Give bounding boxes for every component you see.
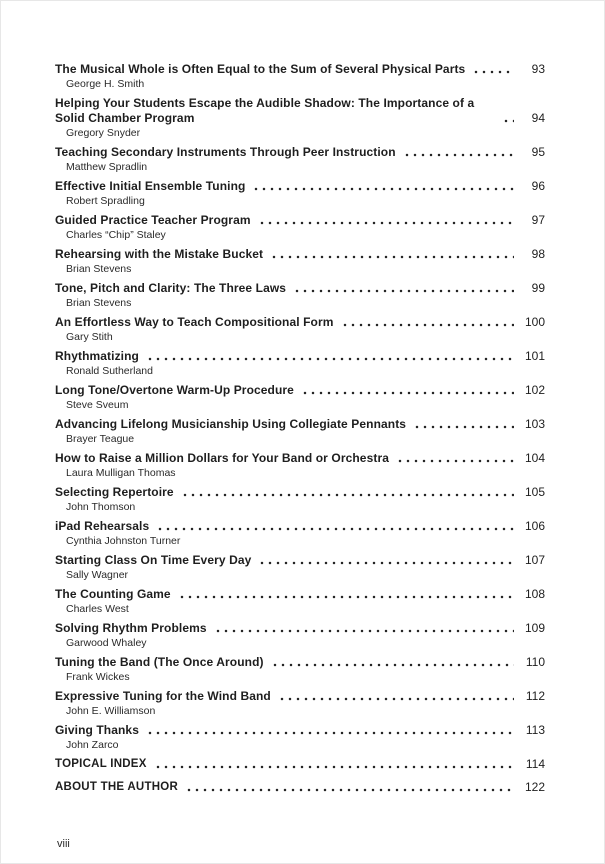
dot-leader xyxy=(258,221,514,225)
toc-entry-author: Garwood Whaley xyxy=(66,637,147,649)
dot-leader xyxy=(472,70,514,74)
toc-entry-page-number: 112 xyxy=(525,689,545,703)
toc-entry-page-number: 95 xyxy=(531,145,545,159)
toc-entry-line xyxy=(55,780,545,795)
toc-entry-line xyxy=(55,179,545,194)
toc-entry-title: Long Tone/Overtone Warm-Up Procedure xyxy=(55,383,294,397)
toc-entry-title: Giving Thanks xyxy=(55,723,139,737)
toc-entry-page-number: 109 xyxy=(524,621,545,635)
toc-entry-page-number: 102 xyxy=(524,383,545,397)
toc-entry-page-number: 94 xyxy=(531,111,545,125)
toc-entry xyxy=(55,145,545,173)
toc-entry-page-number: 122 xyxy=(524,780,545,794)
dot-leader xyxy=(278,697,514,701)
toc-entry-line xyxy=(55,519,545,534)
toc-entry xyxy=(55,553,545,581)
toc-entry-page-number: 107 xyxy=(524,553,545,567)
dot-leader xyxy=(341,323,514,327)
page-footer-number: viii xyxy=(57,838,70,850)
toc-entry-title: The Counting Game xyxy=(55,587,171,601)
toc-entry-page-number: 101 xyxy=(524,349,545,363)
toc-entry-line xyxy=(55,281,545,296)
toc-entry-title: Expressive Tuning for the Wind Band xyxy=(55,689,271,703)
toc-entry-title: The Musical Whole is Often Equal to the Sum of Several Physical Parts xyxy=(55,62,466,76)
toc-entry-title: Rhythmatizing xyxy=(55,349,139,363)
toc-entry-line xyxy=(55,62,545,77)
toc-entry-author: Sally Wagner xyxy=(66,569,129,581)
toc-entry-author: Cynthia Johnston Turner xyxy=(66,535,181,547)
toc-list xyxy=(55,62,545,795)
toc-entry xyxy=(55,213,545,241)
dot-leader xyxy=(413,425,514,429)
toc-entry xyxy=(55,247,545,275)
toc-entry-title: Helping Your Students Escape the Audible Shadow: The Importance of a Solid Chamber Program xyxy=(55,96,475,125)
toc-entry-author: Gregory Snyder xyxy=(66,127,141,139)
toc-entry-line xyxy=(55,96,545,126)
toc-entry xyxy=(55,655,545,683)
toc-entry-author: John E. Williamson xyxy=(66,705,156,717)
dot-leader xyxy=(178,595,514,599)
toc-entry-page-number: 97 xyxy=(531,213,545,227)
toc-entry xyxy=(55,62,545,90)
toc-entry-author: Brayer Teague xyxy=(66,433,135,445)
toc-entry-line xyxy=(55,587,545,602)
toc-entry-page-number: 100 xyxy=(524,315,545,329)
toc-entry-page-number: 105 xyxy=(524,485,545,499)
toc-entry-author: John Zarco xyxy=(66,739,119,751)
toc-entry-page-number: 96 xyxy=(531,179,545,193)
toc-entry-line xyxy=(55,621,545,636)
toc-entry-title: Rehearsing with the Mistake Bucket xyxy=(55,247,264,261)
toc-entry-author: George H. Smith xyxy=(66,78,145,90)
toc-entry-title: Solving Rhythm Problems xyxy=(55,621,207,635)
toc-entry-page-number: 98 xyxy=(531,247,545,261)
dot-leader xyxy=(214,629,514,633)
toc-entry-title: Guided Practice Teacher Program xyxy=(55,213,251,227)
toc-entry-author: Charles “Chip” Staley xyxy=(66,229,166,241)
toc-entry xyxy=(55,451,545,479)
toc-entry-line xyxy=(55,655,545,670)
toc-entry-line xyxy=(55,553,545,568)
dot-leader xyxy=(252,187,514,191)
toc-entry-line xyxy=(55,247,545,262)
dot-leader xyxy=(181,493,514,497)
toc-entry xyxy=(55,383,545,411)
toc-entry-author: Gary Stith xyxy=(66,331,113,343)
toc-entry-line xyxy=(55,723,545,738)
dot-leader xyxy=(396,459,514,463)
toc-entry-title: Selecting Repertoire xyxy=(55,485,174,499)
dot-leader xyxy=(293,289,514,293)
toc-entry-page-number: 114 xyxy=(525,757,545,771)
toc-entry-author: Charles West xyxy=(66,603,129,615)
toc-entry-page-number: 106 xyxy=(524,519,545,533)
toc-entry-title: TOPICAL INDEX xyxy=(55,758,147,770)
toc-entry xyxy=(55,417,545,445)
dot-leader xyxy=(502,119,514,123)
toc-entry-line xyxy=(55,689,545,704)
toc-entry xyxy=(55,349,545,377)
dot-leader xyxy=(271,663,514,667)
toc-entry-line xyxy=(55,145,545,160)
toc-entry-author: Frank Wickes xyxy=(66,671,130,683)
toc-entry-title: Advancing Lifelong Musicianship Using Collegiate Pennants xyxy=(55,417,407,431)
toc-entry xyxy=(55,179,545,207)
toc-entry-author: Robert Spradling xyxy=(66,195,145,207)
toc-entry xyxy=(55,587,545,615)
toc-entry-author: Matthew Spradlin xyxy=(66,161,148,173)
toc-entry-line xyxy=(55,417,545,432)
toc-entry xyxy=(55,723,545,751)
toc-entry-line xyxy=(55,757,545,772)
toc-entry-title: iPad Rehearsals xyxy=(55,519,150,533)
toc-entry xyxy=(55,519,545,547)
dot-leader xyxy=(258,561,514,565)
toc-entry-line xyxy=(55,349,545,364)
toc-entry-page-number: 108 xyxy=(524,587,545,601)
toc-entry-page-number: 99 xyxy=(531,281,545,295)
toc-entry-title: Starting Class On Time Every Day xyxy=(55,553,252,567)
toc-entry xyxy=(55,621,545,649)
toc-entry-title: How to Raise a Million Dollars for Your Band or Orchestra xyxy=(55,451,389,465)
toc-entry-line xyxy=(55,213,545,228)
toc-entry-title: Effective Initial Ensemble Tuning xyxy=(55,179,246,193)
dot-leader xyxy=(185,788,514,792)
toc-entry-page-number: 110 xyxy=(525,655,545,669)
toc-entry xyxy=(55,780,545,795)
toc-entry-line xyxy=(55,485,545,500)
toc-entry-author: Laura Mulligan Thomas xyxy=(66,467,176,479)
toc-entry-author: John Thomson xyxy=(66,501,136,513)
dot-leader xyxy=(146,731,514,735)
toc-entry xyxy=(55,485,545,513)
dot-leader xyxy=(156,527,514,531)
toc-entry-author: Brian Stevens xyxy=(66,263,132,275)
toc-entry xyxy=(55,281,545,309)
dot-leader xyxy=(154,765,514,769)
dot-leader xyxy=(270,255,514,259)
dot-leader xyxy=(403,153,514,157)
toc-entry-page-number: 103 xyxy=(524,417,545,431)
toc-entry xyxy=(55,96,545,139)
toc-entry-author: Ronald Sutherland xyxy=(66,365,153,377)
toc-entry-author: Steve Sveum xyxy=(66,399,129,411)
toc-entry-page-number: 104 xyxy=(524,451,545,465)
toc-entry-title: Teaching Secondary Instruments Through Peer Instruction xyxy=(55,145,396,159)
toc-entry-page-number: 113 xyxy=(525,723,545,737)
dot-leader xyxy=(146,357,514,361)
toc-entry-line xyxy=(55,451,545,466)
toc-entry-line xyxy=(55,315,545,330)
toc-entry xyxy=(55,315,545,343)
dot-leader xyxy=(301,391,514,395)
toc-entry-title: Tone, Pitch and Clarity: The Three Laws xyxy=(55,281,287,295)
toc-entry-title: ABOUT THE AUTHOR xyxy=(55,781,179,793)
toc-entry-title: Tuning the Band (The Once Around) xyxy=(55,655,264,669)
toc-entry xyxy=(55,757,545,772)
toc-entry-title: An Effortless Way to Teach Compositional Form xyxy=(55,315,334,329)
toc-entry-author: Brian Stevens xyxy=(66,297,132,309)
toc-entry-page-number: 93 xyxy=(531,62,545,76)
toc-entry-line xyxy=(55,383,545,398)
toc-entry xyxy=(55,689,545,717)
